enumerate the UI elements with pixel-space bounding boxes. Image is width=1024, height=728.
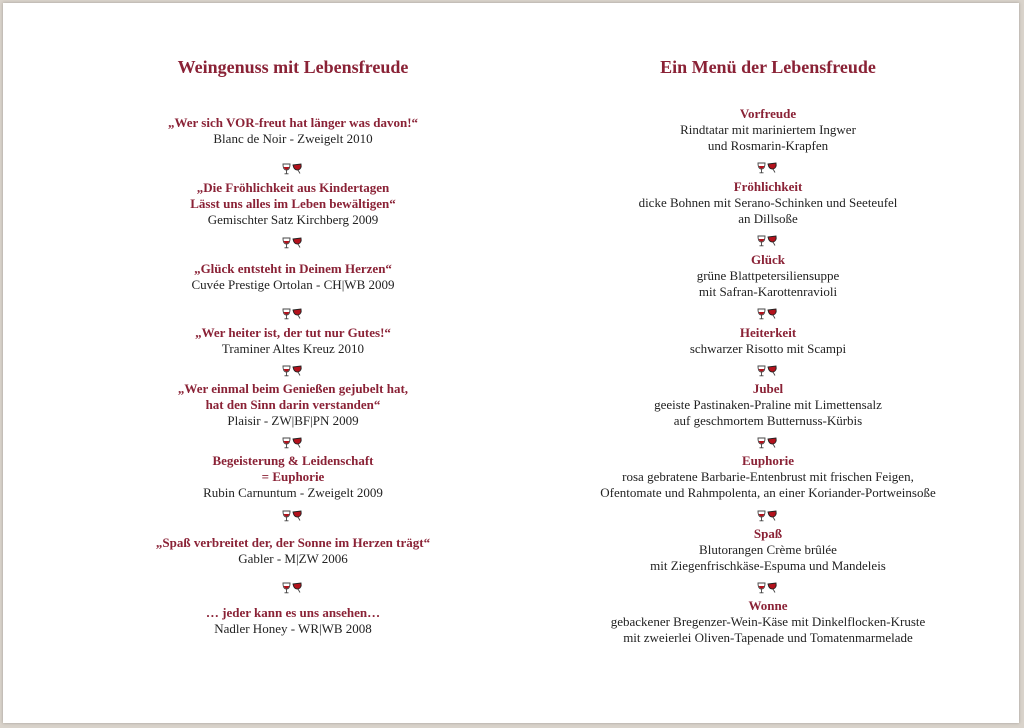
- wine-quote: „Spaß verbreitet der, der Sonne im Herzen trägt“: [155, 535, 431, 550]
- course-dish: geeiste Pastinaken-Praline mit Limettensalz: [654, 397, 882, 412]
- course-dish: mit zweierlei Oliven-Tapenade und Tomatenmarmelade: [623, 630, 913, 645]
- course-dish: Ofentomate und Rahmpolenta, an einer Koriander-Portweinsoße: [600, 485, 936, 500]
- menu-course: [543, 526, 993, 574]
- course-dish: und Rosmarin-Krapfen: [707, 138, 829, 153]
- menu-course: [543, 598, 993, 646]
- wine-glasses-icon: [281, 163, 305, 175]
- wine-entry: [83, 115, 503, 147]
- wine-entry: [83, 381, 503, 429]
- course-name: Vorfreude: [739, 106, 797, 121]
- wine-quote: „Glück entsteht in Deinem Herzen“: [194, 261, 392, 276]
- wine-entry: [83, 605, 503, 637]
- menu-course: [543, 325, 993, 357]
- wine-glasses-icon: [756, 582, 780, 594]
- menu-course: [543, 179, 993, 227]
- wine-entry: [83, 261, 503, 293]
- wine-entry: [83, 535, 503, 567]
- course-name: Glück: [751, 252, 785, 267]
- course-dish: gebackener Bregenzer-Wein-Käse mit Dinkelflocken-Kruste: [610, 614, 926, 629]
- wine-name: Gemischter Satz Kirchberg 2009: [207, 212, 379, 227]
- wine-entry: [83, 453, 503, 501]
- wine-glasses-icon: [756, 437, 780, 449]
- wine-quote: … jeder kann es uns ansehen…: [205, 605, 381, 620]
- course-dish: schwarzer Risotto mit Scampi: [689, 341, 847, 356]
- wine-glasses-icon: [281, 237, 305, 249]
- wine-entry: [83, 180, 503, 228]
- course-dish: Rindtatar mit mariniertem Ingwer: [680, 122, 856, 137]
- wine-glasses-icon: [756, 510, 780, 522]
- wine-entry: [83, 325, 503, 357]
- course-name: Spaß: [753, 526, 783, 541]
- wine-name: Traminer Altes Kreuz 2010: [221, 341, 365, 356]
- wine-glasses-icon: [281, 510, 305, 522]
- course-dish: Blutorangen Crème brûlée: [699, 542, 837, 557]
- wine-quote: „Wer heiter ist, der tut nur Gutes!“: [195, 325, 391, 340]
- wine-glasses-icon: [756, 162, 780, 174]
- wine-glasses-icon: [281, 437, 305, 449]
- wine-name: Blanc de Noir - Zweigelt 2010: [213, 131, 373, 146]
- wine-quote: = Euphorie: [261, 469, 325, 484]
- course-dish: grüne Blattpetersiliensuppe: [696, 268, 840, 283]
- course-name: Fröhlichkeit: [733, 179, 803, 194]
- course-name: Wonne: [748, 598, 788, 613]
- course-name: Euphorie: [741, 453, 794, 468]
- wine-quote: Begeisterung & Leidenschaft: [212, 453, 374, 468]
- wine-glasses-icon: [756, 308, 780, 320]
- wine-column-title: Weingenuss mit Lebensfreude: [177, 57, 409, 77]
- menu-course: [543, 106, 993, 154]
- course-dish: mit Safran-Karottenravioli: [698, 284, 838, 299]
- menu-card-page: [3, 3, 1019, 723]
- course-name: Jubel: [752, 381, 784, 396]
- wine-quote: Lässt uns alles im Leben bewältigen“: [190, 196, 396, 211]
- menu-course: [543, 252, 993, 300]
- course-dish: rosa gebratene Barbarie-Entenbrust mit frischen Feigen,: [622, 469, 914, 484]
- menu-column-title: Ein Menü der Lebensfreude: [660, 57, 876, 77]
- wine-glasses-icon: [281, 582, 305, 594]
- wine-quote: hat den Sinn darin verstanden“: [205, 397, 381, 412]
- course-dish: auf geschmortem Butternuss-Kürbis: [673, 413, 863, 428]
- wine-name: Cuvée Prestige Ortolan - CH|WB 2009: [191, 277, 395, 292]
- wine-glasses-icon: [756, 365, 780, 377]
- wine-quote: „Wer sich VOR-freut hat länger was davon!“: [167, 115, 419, 130]
- menu-course: [543, 453, 993, 501]
- wine-name: Rubin Carnuntum - Zweigelt 2009: [203, 485, 383, 500]
- wine-name: Nadler Honey - WR|WB 2008: [214, 621, 372, 636]
- wine-name: Plaisir - ZW|BF|PN 2009: [227, 413, 359, 428]
- wine-glasses-icon: [756, 235, 780, 247]
- course-dish: dicke Bohnen mit Serano-Schinken und Seeteufel: [638, 195, 898, 210]
- course-dish: mit Ziegenfrischkäse-Espuma und Mandeleis: [650, 558, 886, 573]
- course-dish: an Dillsoße: [738, 211, 798, 226]
- course-name: Heiterkeit: [739, 325, 797, 340]
- wine-quote: „Die Fröhlichkeit aus Kindertagen: [196, 180, 390, 195]
- wine-glasses-icon: [281, 365, 305, 377]
- menu-course: [543, 381, 993, 429]
- wine-name: Gabler - M|ZW 2006: [238, 551, 348, 566]
- wine-glasses-icon: [281, 308, 305, 320]
- wine-quote: „Wer einmal beim Genießen gejubelt hat,: [177, 381, 409, 396]
